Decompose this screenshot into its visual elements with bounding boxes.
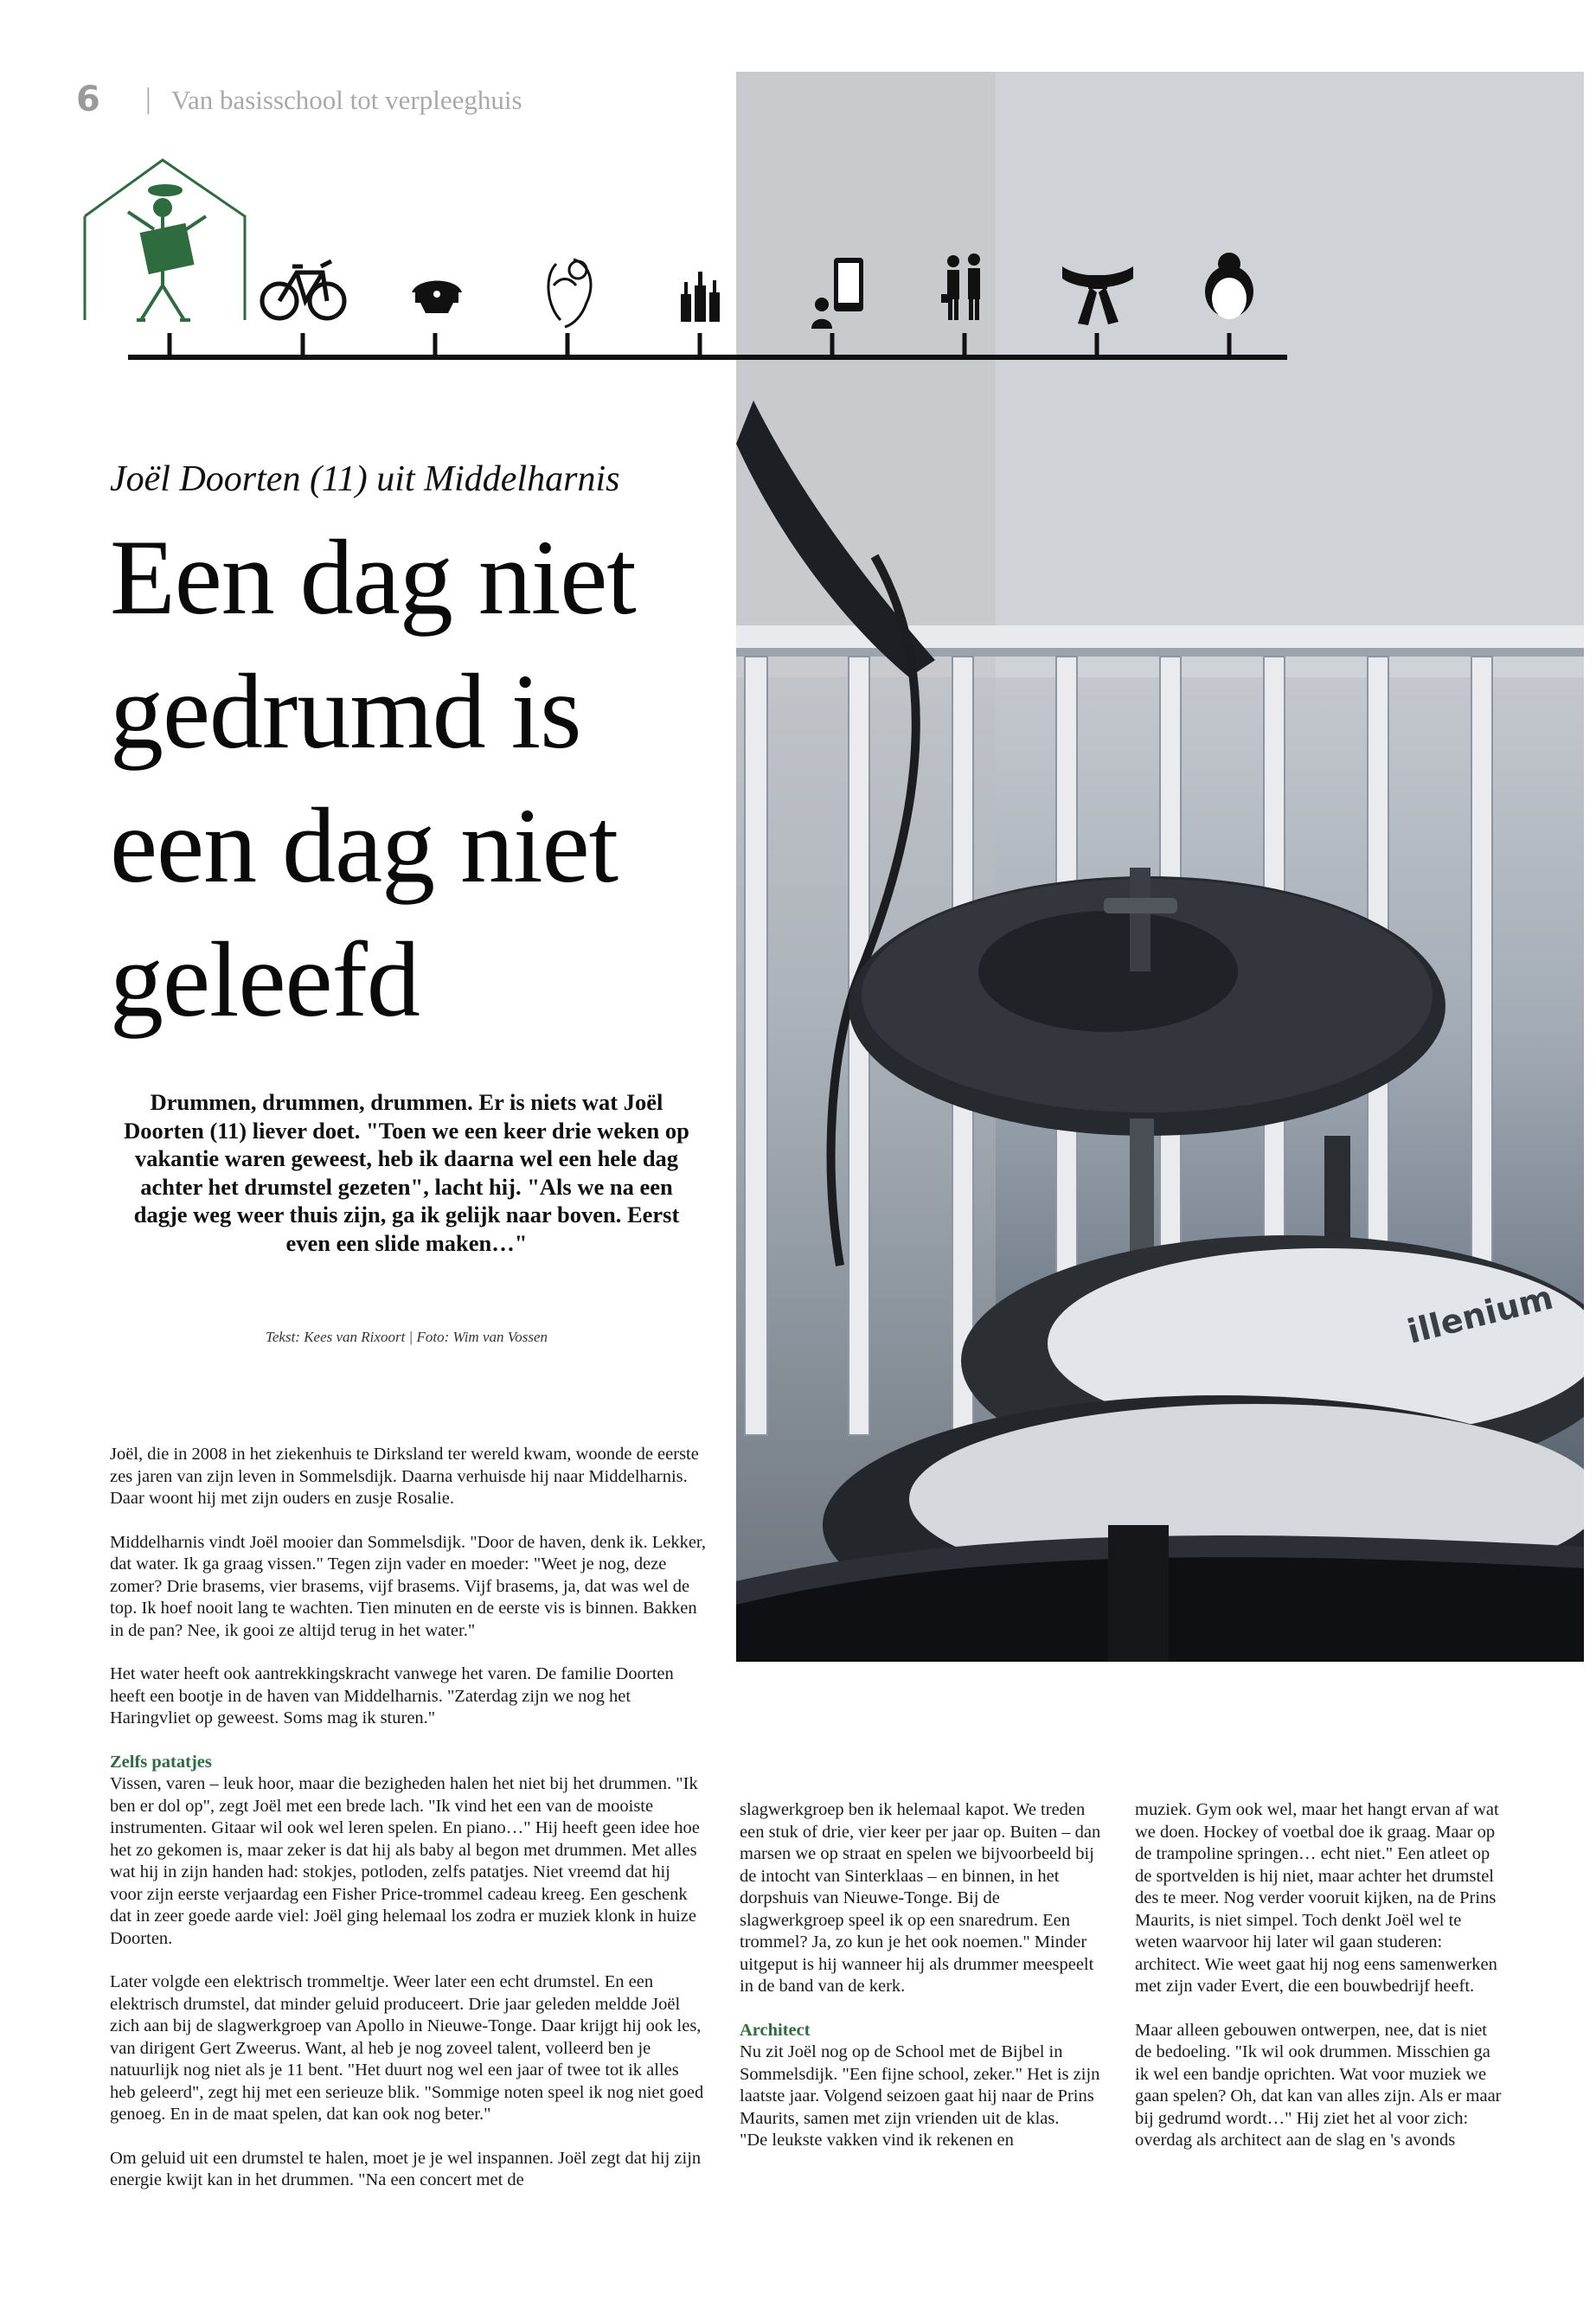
police-cap-icon (412, 281, 462, 314)
paragraph: Middelharnis vindt Joël mooier dan Sommelsdijk. "Door de haven, denk ik. Lekker, dat water. Ik ga graag vissen." Tegen zijn vader en moeder: "Weet je nog, deze zomer? Drie brasems, vier brasems, vijf brasems. Vijf brasems, ja, dat was wel de top. Ik hoef nooit lang te wachten. Tien minuten en de eerste vis is binnen. Bakken in de pan? Nee, ik gooi ze altijd terug in het water." (110, 1532, 707, 1640)
article-lead: Drummen, drummen, drummen. Er is niets wat Joël Doorten (11) liever doet. "Toen we een keer drie weken op vakantie waren geweest, heb ik daarna wel een hele dag achter het drumstel gezeten", lacht hij. "Als we na een dagje weg weer thuis zijn, ga ik gelijk naar boven. Eerst even een slide maken…" (124, 1089, 689, 1256)
section-title: Van basisschool tot verpleeghuis (171, 85, 522, 115)
paragraph: slagwerkgroep ben ik helemaal kapot. We treden een stuk of drie, vier keer per jaar op. Buiten – dan marsen we op straat en spelen we bijvoorbeeld bij de intocht van Sinterklaas – en binnen, in het dorpshuis van Nieuwe-Tonge. Bij de slagwerkgroep speel ik op een snaredrum. Een trommel? Ja, zo kun je het ook noemen." Minder uitgeput is hij wanneer hij als drummer meespeelt in de band van de kerk. (740, 1800, 1101, 1996)
couple-icon (548, 260, 591, 327)
karate-belt-icon (1062, 266, 1133, 325)
smartphone-icon (811, 258, 863, 329)
article-headline: Een dag niet gedrumd is een dag niet geleefd (110, 518, 636, 1039)
page-number: 6 (76, 80, 100, 119)
elderly-woman-icon (1205, 253, 1253, 319)
body-column-3 (1135, 1799, 1507, 2174)
bottles-icon (681, 272, 720, 322)
life-timeline (76, 156, 1296, 372)
article-credit: Tekst: Kees van Rixoort | Foto: Wim van Vossen (265, 1329, 548, 1345)
subheading-zelfs-patatjes: Zelfs patatjes (110, 1752, 212, 1772)
paragraph: Later volgde een elektrisch trommeltje. Weer later een echt drumstel. En een elektrisch drumstel, dat minder geluid produceert. Drie jaar geleden meldde Joël zich aan bij de slagwerkgroep van Apollo in Nieuwe-Tonge. Daar krijgt hij ook les, van dirigent Gert Zweerus. Want, al heb je nog zoveel talent, volleerd ben je natuurlijk nog niet als je 11 bent. "Het duurt nog wel een jaar of twee tot ik alles heb geleerd", zegt hij met een serieuze blik. "Sommige noten speel ik nog niet goed genoeg. En in de maat spelen, dat kan ook nog beter." (110, 1972, 704, 2124)
paragraph: Vissen, varen – leuk hoor, maar die bezigheden halen het niet bij het drummen. "Ik ben er dol op", zegt Joël met een brede lach. "Ik vind het een van de mooiste instrumenten. Gitaar wil ook wel leren spelen. En piano…" Hij heeft geen idee hoe het zo gekomen is, maar zeker is dat hij als baby al begon met drummen. Met alles wat hij in zijn handen had: stokjes, potloden, zelfs patatjes. Niet vreemd dat hij voor zijn eerste verjaardag een Fisher Price-trommel cadeau kreeg. Een geschenk dat in zeer goede aarde viel: Joël ging helemaal los zodra er muziek klonk in huize Doorten. (110, 1774, 700, 1948)
article-kicker: Joël Doorten (11) uit Middelharnis (110, 459, 620, 499)
subheading-architect: Architect (740, 2020, 811, 2040)
paragraph: Maar alleen gebouwen ontwerpen, nee, dat is niet de bedoeling. "Ik wil ook drummen. Misschien ga ik wel een bandje oprichten. Wat voor muziek we gaan spelen? Oh, dat kan van alles zijn. Als er maar bij gedrumd wordt…" Hij ziet het al voor zich: overdag als architect aan de slag en 's avonds (1135, 2020, 1502, 2150)
body-column-1 (110, 1444, 707, 2214)
body-column-2 (740, 1799, 1103, 2174)
paragraph: muziek. Gym ook wel, maar het hangt ervan af wat we doen. Hockey of voetbal doe ik graag. Maar op de trampoline springen… echt niet." Een atleet op de sportvelden is hij niet, maar achter het drumstel des te meer. Nog verder vooruit kijken, na de Prins Maurits, is niet simpel. Toch denkt Joël wel te weten waarvoor hij later wil gaan studeren: architect. Wie weet gaat hij nog eens samenwerken met zijn vader Evert, die een bouwbedrijf heeft. (1135, 1800, 1499, 1996)
paragraph: Joël, die in 2008 in het ziekenhuis te Dirksland ter wereld kwam, woonde de eerste zes jaren van zijn leven in Sommelsdijk. Daarna verhuisde hij naar Middelharnis. Daar woont hij met zijn ouders en zusje Rosalie. (110, 1445, 699, 1508)
bicycle-icon (262, 261, 344, 318)
brand-label: illenium (1403, 1278, 1557, 1351)
paragraph: Om geluid uit een drumstel te halen, moet je je wel inspannen. Joël zegt dat hij zijn energie kwijt kan in het drummen. "Na een concert met de (110, 2148, 702, 2189)
paragraph: "De leukste vakken vind ik rekenen en (740, 2131, 1014, 2150)
business-people-icon (941, 253, 980, 320)
paragraph: Nu zit Joël nog op de School met de Bijbel in Sommelsdijk. "Een fijne school, zeker." Het is zijn laatste jaar. Volgend seizoen gaat hij naar de Prins Maurits, samen met zijn vrienden uit de klas. (740, 2042, 1100, 2128)
header-separator: | (145, 83, 151, 115)
paragraph: Het water heeft ook aantrekkingskracht vanwege het varen. De familie Doorten heeft een bootje in de haven van Middelharnis. "Zaterdag zijn we nog het Haringvliet op geweest. Soms mag ik sturen." (110, 1664, 674, 1727)
drummer-icon (128, 186, 206, 320)
